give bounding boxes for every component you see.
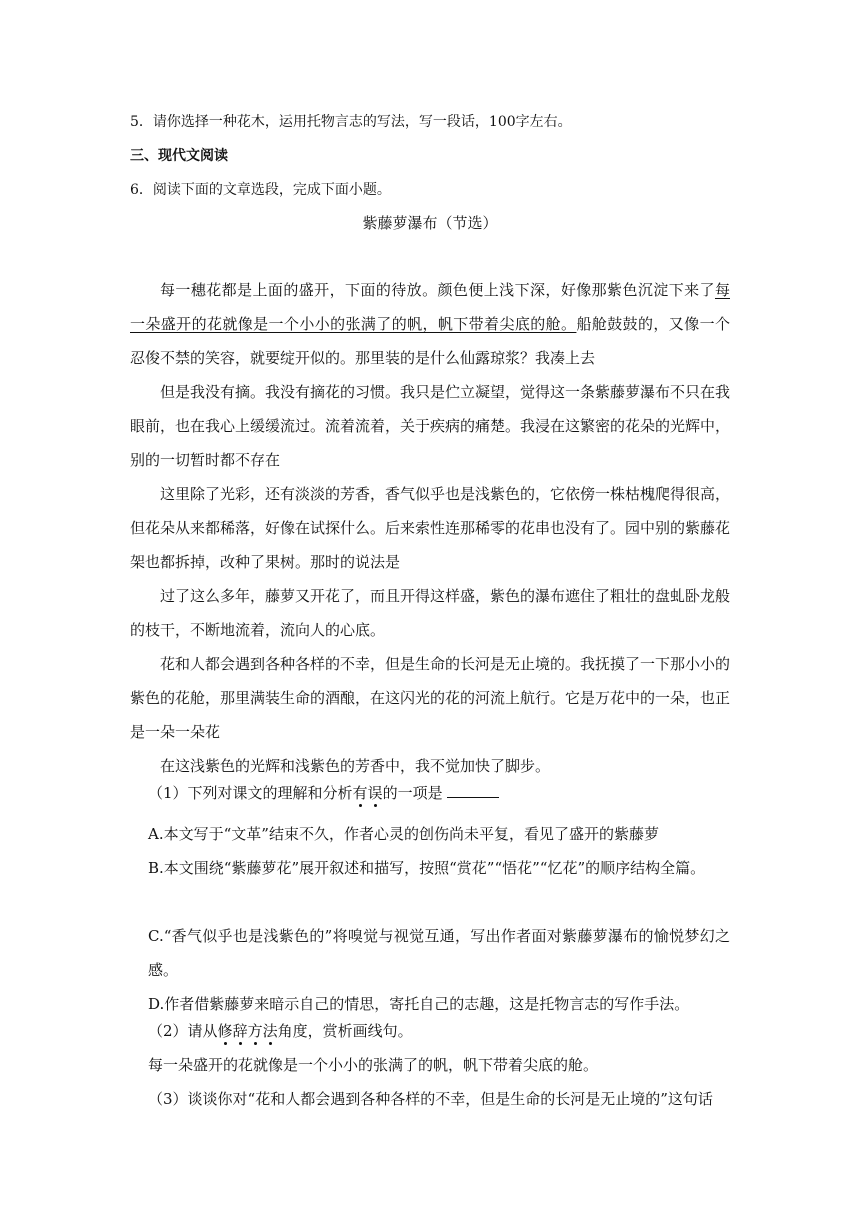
emphasis-char: 法 [262,1022,278,1040]
emphasis-char: 修 [217,1022,233,1040]
paragraph-4: 过了这么多年，藤萝又开花了，而且开得这样盛，紫色的瀑布遮住了粗壮的盘虬卧龙般的枝干，不断地流着，流向人的心底。 [130,587,731,639]
sub-question-1 [148,783,499,803]
quoted-sentence: 每一朵盛开的花就像是一个小小的张满了的帆，帆下带着尖底的舱。 [148,1056,599,1074]
sub-question-3: （3）谈谈你对“花和人都会遇到各种各样的不幸，但是生命的长河是无止境的”这句话 [148,1090,713,1108]
question-6: 6．阅读下面的文章选段，完成下面小题。 [130,182,391,198]
sub-question-2-text-a: （2）请从 [148,1022,218,1040]
sub-question-1-text-a: （1）下列对课文的理解和分析 [148,784,353,802]
option-b: B.本文围绕“紫藤萝花”展开叙述和描写，按照“赏花”“悟花”“忆花”的顺序结构全篇。 [148,859,706,877]
option-d: D.作者借紫藤萝来暗示自己的情思，寄托自己的志趣，这是托物言志的写作手法。 [148,995,690,1013]
sub-question-2-text-b: 角度，赏析画线句。 [277,1022,413,1040]
paragraph-3: 这里除了光彩，还有淡淡的芳香，香气似乎也是浅紫色的，它依傍一株枯槐爬得很高，但花朵从来都稀落，好像在试探什么。后来索性连那稀零的花串也没有了。园中别的紫藤花架也都拆掉，改种了果树。那时的说法是 [130,485,731,571]
sub-question-1-text-b: 的一项是 [382,784,443,802]
paragraph-6: 在这浅紫色的光辉和浅紫色的芳香中，我不觉加快了脚步。 [160,757,551,775]
option-c: C.“香气似乎也是浅紫色的”将嗅觉与视觉互通，写出作者面对紫藤萝瀑布的愉悦梦幻之感。 [148,927,730,979]
emphasis-char: 辞 [232,1022,248,1040]
paragraph-1-text-b: 船舱鼓鼓的，又像一个忍俊不禁的笑容，就要绽开似的。那里装的是什么仙露琼浆？我凑上去 [130,315,730,367]
paragraph-2: 但是我没有摘。我没有摘花的习惯。我只是伫立凝望，觉得这一条紫藤萝瀑布不只在我眼前，也在我心上缓缓流过。流着流着，关于疾病的痛楚。我浸在这繁密的花朵的光辉中，别的一切暂时都不存在 [130,383,731,469]
emphasis-char: 误 [367,784,383,802]
question-5: 5．请你选择一种花木，运用托物言志的写法，写一段话，100字左右。 [130,114,572,130]
underlined-sentence: 每一朵盛开的花就像是一个小小的张满了的帆，帆下带着尖底的舱。 [130,281,730,333]
paragraph-1 [130,273,730,375]
option-a: A.本文写于“文革”结束不久，作者心灵的创伤尚未平复，看见了盛开的紫藤萝 [148,825,659,843]
paragraph-1-text-a: 每一穗花都是上面的盛开，下面的待放。颜色便上浅下深，好像那紫色沉淀下来了 [160,281,715,299]
sub-question-2 [148,1021,413,1041]
article-title: 紫藤萝瀑布（节选） [362,214,498,232]
paragraph-5: 花和人都会遇到各种各样的不幸，但是生命的长河是无止境的。我抚摸了一下那小小的紫色的花舱，那里满装生命的酒酿，在这闪光的花的河流上航行。它是万花中的一朵，也正是一朵一朵花 [130,655,731,741]
section-heading-modern-reading: 三、现代文阅读 [130,148,228,164]
answer-blank[interactable] [447,783,499,798]
emphasis-char: 方 [247,1022,263,1040]
emphasis-char: 有 [352,784,368,802]
